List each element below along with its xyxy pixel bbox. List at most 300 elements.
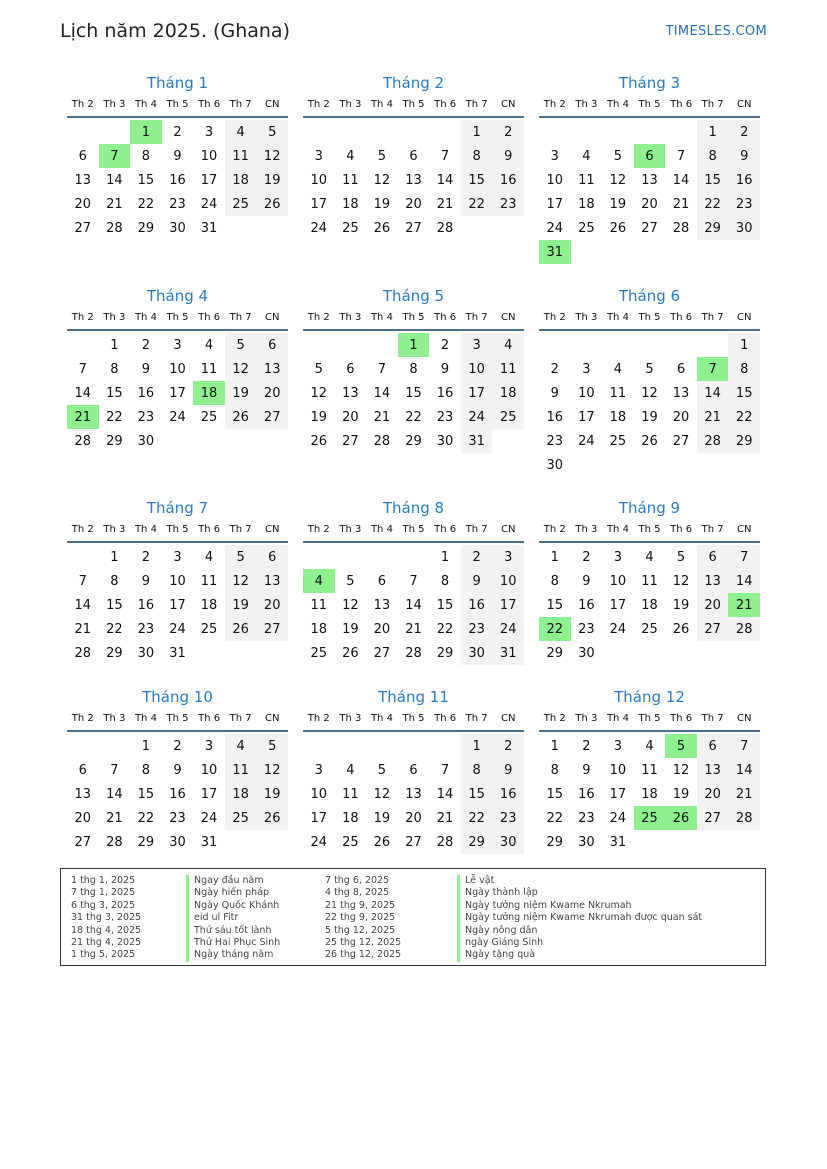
day-cell: 6 — [78, 148, 87, 164]
weekday-label: Th 5 — [402, 713, 425, 724]
day-cell: 11 — [200, 361, 218, 377]
weekday-label: Th 3 — [339, 713, 362, 724]
day-cell: 29 — [436, 645, 454, 661]
day-cell: 6 — [256, 545, 288, 569]
weekday-label: Th 6 — [670, 713, 693, 724]
weekday-label: Th 4 — [370, 713, 393, 724]
day-cell: 30 — [546, 457, 564, 473]
empty-cell — [602, 333, 634, 357]
day-cell: 21 — [373, 409, 391, 425]
day-cell: 7 — [99, 144, 131, 168]
day-cell: 8 — [110, 573, 119, 589]
day-cell: 12 — [672, 762, 690, 778]
day-cell: 12 — [373, 786, 391, 802]
day-cell: 3 — [173, 337, 182, 353]
day-cell: 15 — [461, 168, 493, 192]
day-cell: 24 — [310, 220, 328, 236]
empty-cell — [571, 453, 603, 477]
empty-cell — [728, 830, 760, 854]
legend-date: 22 thg 9, 2025 — [325, 912, 396, 924]
day-cell: 2 — [492, 734, 524, 758]
legend-date: 5 thg 12, 2025 — [325, 924, 396, 936]
legend-date: 7 thg 6, 2025 — [325, 875, 390, 886]
day-cell: 14 — [728, 758, 760, 782]
day-cell: 27 — [74, 834, 92, 850]
empty-cell — [335, 120, 367, 144]
day-cell: 9 — [550, 385, 559, 401]
day-cell: 20 — [256, 381, 288, 405]
day-cell: 26 — [609, 220, 627, 236]
day-cell: 10 — [609, 573, 627, 589]
day-cell: 30 — [436, 433, 454, 449]
day-cell: 30 — [169, 834, 186, 850]
month-title: Tháng 4 — [146, 287, 209, 305]
weekday-label: Th 4 — [606, 99, 629, 110]
weekday-label: Th 6 — [670, 99, 693, 110]
day-cell: 23 — [578, 810, 595, 826]
day-cell: 25 — [225, 192, 257, 216]
day-cell: 11 — [641, 762, 658, 778]
day-cell: 29 — [106, 645, 123, 661]
day-cell: 15 — [436, 597, 454, 613]
weekday-label: Th 7 — [465, 524, 488, 535]
day-cell: 29 — [546, 834, 564, 850]
day-cell: 17 — [609, 597, 627, 613]
day-cell: 4 — [492, 333, 524, 357]
day-cell: 6 — [346, 361, 355, 377]
day-cell: 10 — [169, 361, 186, 377]
day-cell: 4 — [225, 734, 257, 758]
empty-cell — [335, 333, 367, 357]
day-cell: 21 — [405, 621, 422, 637]
weekday-label: Th 7 — [701, 713, 724, 724]
empty-cell — [634, 333, 666, 357]
day-cell: 16 — [492, 168, 524, 192]
empty-cell — [728, 453, 760, 477]
day-cell: 10 — [200, 762, 218, 778]
day-cell: 21 — [74, 621, 92, 637]
weekday-label: CN — [265, 713, 280, 724]
day-cell: 19 — [641, 409, 658, 425]
weekday-label: Th 7 — [229, 524, 252, 535]
day-cell: 25 — [578, 220, 595, 236]
empty-cell — [602, 120, 634, 144]
weekday-label: Th 3 — [103, 312, 126, 323]
empty-cell — [303, 120, 335, 144]
day-cell: 1 — [550, 738, 559, 754]
day-cell: 3 — [204, 738, 214, 754]
day-cell: 28 — [106, 220, 123, 236]
empty-cell — [193, 429, 225, 453]
day-cell: 2 — [440, 337, 450, 353]
weekday-label: Th 5 — [166, 99, 189, 110]
weekday-label: Th 6 — [670, 312, 693, 323]
day-cell: 18 — [225, 168, 257, 192]
weekday-label: CN — [265, 524, 280, 535]
day-cell: 1 — [398, 333, 430, 357]
empty-cell — [99, 734, 131, 758]
day-cell: 3 — [173, 549, 182, 565]
weekday-label: Th 2 — [543, 524, 566, 535]
day-cell: 4 — [225, 120, 257, 144]
day-cell: 16 — [492, 782, 524, 806]
day-cell: 27 — [256, 617, 288, 641]
day-cell: 23 — [169, 196, 186, 212]
weekday-label: Th 6 — [198, 312, 221, 323]
month-title: Tháng 11 — [378, 688, 449, 706]
day-cell: 14 — [672, 172, 690, 188]
empty-cell — [303, 333, 335, 357]
day-cell: 25 — [200, 621, 218, 637]
empty-cell — [697, 830, 729, 854]
weekday-label: Th 4 — [606, 713, 629, 724]
day-cell: 25 — [492, 405, 524, 429]
day-cell: 1 — [110, 549, 119, 565]
empty-cell — [225, 830, 257, 854]
weekday-header — [303, 519, 524, 543]
legend-date: 25 thg 12, 2025 — [325, 937, 402, 948]
day-cell: 30 — [578, 834, 595, 850]
day-cell: 4 — [204, 549, 214, 565]
day-cell: 17 — [461, 381, 493, 405]
day-cell: 25 — [310, 645, 328, 661]
empty-cell — [728, 240, 760, 264]
day-cell: 11 — [342, 786, 359, 802]
empty-cell — [67, 333, 99, 357]
day-cell: 22 — [137, 810, 155, 826]
day-grid — [539, 120, 760, 264]
day-grid — [303, 120, 524, 240]
day-cell: 10 — [310, 786, 328, 802]
day-cell: 16 — [728, 168, 760, 192]
day-cell: 28 — [436, 220, 454, 236]
day-cell: 18 — [342, 810, 359, 826]
day-cell: 12 — [641, 385, 658, 401]
day-cell: 28 — [672, 220, 690, 236]
day-cell: 15 — [405, 385, 422, 401]
day-cell: 19 — [609, 196, 627, 212]
weekday-label: CN — [737, 312, 752, 323]
weekday-label: CN — [737, 524, 752, 535]
weekday-label: Th 2 — [71, 312, 94, 323]
month-title: Tháng 3 — [618, 74, 681, 92]
day-cell: 23 — [461, 617, 493, 641]
legend-holiday-name: Ngày hiến pháp — [186, 887, 269, 899]
month-7 — [67, 497, 288, 665]
day-cell: 8 — [461, 758, 493, 782]
month-title: Tháng 2 — [382, 74, 445, 92]
weekday-label: Th 3 — [103, 524, 126, 535]
day-cell: 23 — [436, 409, 454, 425]
weekday-label: Th 5 — [402, 99, 425, 110]
day-cell: 4 — [645, 549, 654, 565]
legend-holiday-name: Ngày tưởng niệm Kwame Nkrumah — [457, 900, 632, 912]
legend-date: 18 thg 4, 2025 — [71, 924, 142, 936]
day-cell: 20 — [342, 409, 359, 425]
weekday-label: Th 2 — [307, 99, 330, 110]
empty-cell — [571, 240, 603, 264]
day-cell: 2 — [582, 738, 591, 754]
day-cell: 22 — [405, 409, 422, 425]
empty-cell — [634, 240, 666, 264]
day-cell: 9 — [728, 144, 760, 168]
day-cell: 4 — [645, 738, 654, 754]
day-cell: 14 — [74, 597, 92, 613]
day-cell: 2 — [141, 337, 151, 353]
day-cell: 12 — [342, 597, 359, 613]
day-cell: 13 — [74, 786, 92, 802]
day-cell: 25 — [609, 433, 627, 449]
day-cell: 24 — [546, 220, 564, 236]
day-grid — [539, 734, 760, 854]
day-cell: 3 — [613, 549, 623, 565]
legend-date: 21 thg 9, 2025 — [325, 899, 396, 911]
day-cell: 17 — [310, 196, 328, 212]
day-cell: 31 — [461, 429, 493, 453]
day-cell: 29 — [405, 433, 422, 449]
day-cell: 4 — [346, 148, 355, 164]
day-cell: 3 — [461, 333, 493, 357]
legend-holiday-name: eid ul Fitr — [186, 912, 238, 924]
day-cell: 6 — [78, 762, 87, 778]
day-cell: 29 — [728, 429, 760, 453]
day-cell: 14 — [728, 569, 760, 593]
day-cell: 19 — [342, 621, 359, 637]
day-cell: 6 — [697, 734, 729, 758]
day-cell: 22 — [106, 409, 123, 425]
day-cell: 15 — [106, 385, 123, 401]
day-cell: 9 — [173, 148, 182, 164]
day-cell: 9 — [173, 762, 182, 778]
day-cell: 14 — [697, 381, 729, 405]
day-cell: 5 — [613, 148, 623, 164]
weekday-label: Th 2 — [71, 524, 94, 535]
day-cell: 24 — [578, 433, 595, 449]
day-cell: 24 — [492, 617, 524, 641]
day-cell: 13 — [373, 597, 391, 613]
legend-holiday-name: Ngày tặng quà — [457, 949, 535, 961]
day-cell: 25 — [634, 806, 666, 830]
day-cell: 30 — [461, 641, 493, 665]
weekday-label: Th 7 — [229, 713, 252, 724]
day-cell: 7 — [697, 357, 729, 381]
month-4 — [67, 285, 288, 453]
empty-cell — [366, 545, 398, 569]
weekday-label: Th 2 — [307, 312, 330, 323]
day-cell: 7 — [78, 573, 87, 589]
day-cell: 16 — [169, 172, 186, 188]
weekday-label: Th 3 — [575, 524, 598, 535]
day-cell: 20 — [373, 621, 391, 637]
day-cell: 23 — [728, 192, 760, 216]
day-cell: 7 — [440, 762, 450, 778]
empty-cell — [256, 429, 288, 453]
day-cell: 16 — [436, 385, 454, 401]
day-cell: 15 — [546, 786, 564, 802]
site-link[interactable]: TIMESLES.COM — [665, 24, 767, 39]
day-cell: 5 — [645, 361, 654, 377]
day-cell: 23 — [578, 621, 595, 637]
day-cell: 1 — [440, 549, 450, 565]
weekday-label: Th 3 — [575, 312, 598, 323]
day-cell: 18 — [492, 381, 524, 405]
day-cell: 15 — [106, 597, 123, 613]
day-cell: 22 — [539, 617, 571, 641]
month-title: Tháng 6 — [618, 287, 681, 305]
day-cell: 25 — [200, 409, 218, 425]
day-cell: 20 — [256, 593, 288, 617]
day-cell: 15 — [546, 597, 564, 613]
day-cell: 24 — [609, 810, 627, 826]
empty-cell — [366, 333, 398, 357]
day-cell: 12 — [225, 357, 257, 381]
weekday-label: Th 7 — [701, 524, 724, 535]
day-cell: 28 — [74, 645, 92, 661]
day-cell: 22 — [461, 192, 493, 216]
empty-cell — [461, 216, 493, 240]
empty-cell — [728, 641, 760, 665]
day-grid — [539, 333, 760, 477]
day-cell: 26 — [373, 834, 391, 850]
weekday-header — [539, 519, 760, 543]
day-cell: 27 — [697, 617, 729, 641]
empty-cell — [162, 429, 194, 453]
weekday-label: Th 3 — [103, 99, 126, 110]
day-cell: 9 — [492, 144, 524, 168]
empty-cell — [335, 545, 367, 569]
weekday-label: Th 4 — [370, 99, 393, 110]
day-cell: 15 — [137, 172, 155, 188]
day-cell: 13 — [697, 569, 729, 593]
day-cell: 20 — [74, 810, 92, 826]
day-cell: 19 — [256, 782, 288, 806]
day-cell: 15 — [728, 381, 760, 405]
day-cell: 11 — [225, 758, 257, 782]
day-cell: 11 — [342, 172, 359, 188]
weekday-label: Th 6 — [434, 99, 457, 110]
month-title: Tháng 10 — [142, 688, 213, 706]
day-cell: 2 — [173, 738, 182, 754]
day-cell: 11 — [578, 172, 595, 188]
day-grid — [67, 120, 288, 240]
empty-cell — [571, 333, 603, 357]
empty-cell — [429, 734, 461, 758]
day-cell: 6 — [409, 762, 418, 778]
weekday-label: Th 5 — [638, 524, 661, 535]
day-cell: 13 — [672, 385, 690, 401]
day-cell: 30 — [492, 830, 524, 854]
day-cell: 31 — [609, 834, 627, 850]
day-cell: 26 — [310, 433, 328, 449]
weekday-label: Th 4 — [134, 312, 157, 323]
day-cell: 24 — [169, 409, 186, 425]
day-cell: 27 — [373, 645, 391, 661]
day-cell: 27 — [342, 433, 359, 449]
day-cell: 27 — [74, 220, 92, 236]
day-cell: 25 — [225, 806, 257, 830]
day-cell: 17 — [169, 385, 186, 401]
day-cell: 9 — [492, 758, 524, 782]
empty-cell — [697, 333, 729, 357]
weekday-label: Th 2 — [71, 713, 94, 724]
empty-cell — [665, 120, 697, 144]
weekday-label: Th 4 — [370, 524, 393, 535]
day-cell: 8 — [728, 357, 760, 381]
day-cell: 17 — [200, 786, 218, 802]
weekday-header — [539, 94, 760, 118]
day-cell: 9 — [582, 762, 591, 778]
empty-cell — [697, 453, 729, 477]
empty-cell — [366, 734, 398, 758]
month-title: Tháng 1 — [146, 74, 209, 92]
weekday-label: CN — [265, 99, 280, 110]
day-cell: 29 — [546, 645, 564, 661]
day-cell: 8 — [141, 762, 151, 778]
day-cell: 26 — [641, 433, 658, 449]
day-cell: 22 — [461, 806, 493, 830]
day-cell: 21 — [697, 405, 729, 429]
day-cell: 22 — [137, 196, 155, 212]
day-cell: 18 — [641, 597, 658, 613]
day-cell: 4 — [613, 361, 623, 377]
weekday-label: Th 4 — [370, 312, 393, 323]
day-cell: 17 — [310, 810, 328, 826]
day-cell: 1 — [130, 120, 162, 144]
day-cell: 22 — [546, 810, 564, 826]
day-cell: 30 — [578, 645, 595, 661]
day-cell: 11 — [225, 144, 257, 168]
weekday-label: Th 6 — [198, 524, 221, 535]
weekday-label: Th 6 — [434, 312, 457, 323]
day-cell: 26 — [256, 192, 288, 216]
day-cell: 26 — [225, 617, 257, 641]
day-cell: 13 — [697, 758, 729, 782]
empty-cell — [99, 120, 131, 144]
day-cell: 23 — [492, 192, 524, 216]
day-cell: 16 — [137, 385, 155, 401]
day-cell: 1 — [728, 333, 760, 357]
day-cell: 13 — [641, 172, 658, 188]
legend-date: 26 thg 12, 2025 — [325, 949, 402, 961]
day-cell: 20 — [697, 782, 729, 806]
day-grid — [67, 545, 288, 665]
legend-date: 6 thg 3, 2025 — [71, 899, 136, 911]
day-cell: 24 — [169, 621, 186, 637]
day-cell: 3 — [613, 738, 623, 754]
month-title: Tháng 5 — [382, 287, 445, 305]
day-cell: 25 — [342, 834, 359, 850]
empty-cell — [634, 453, 666, 477]
empty-cell — [225, 216, 257, 240]
weekday-label: CN — [737, 99, 752, 110]
month-2 — [303, 72, 524, 240]
month-title: Tháng 9 — [618, 499, 681, 517]
day-cell: 5 — [665, 734, 697, 758]
day-cell: 17 — [169, 597, 186, 613]
day-cell: 5 — [377, 148, 387, 164]
day-cell: 23 — [546, 433, 564, 449]
legend-date: 4 thg 8, 2025 — [325, 887, 390, 899]
day-cell: 31 — [200, 220, 218, 236]
day-cell: 20 — [697, 593, 729, 617]
empty-cell — [665, 453, 697, 477]
weekday-header — [303, 94, 524, 118]
month-6 — [539, 285, 760, 477]
day-cell: 7 — [78, 361, 87, 377]
day-cell: 16 — [578, 786, 595, 802]
day-cell: 27 — [405, 220, 422, 236]
legend-holiday-name: Ngay đầu năm — [186, 875, 264, 887]
